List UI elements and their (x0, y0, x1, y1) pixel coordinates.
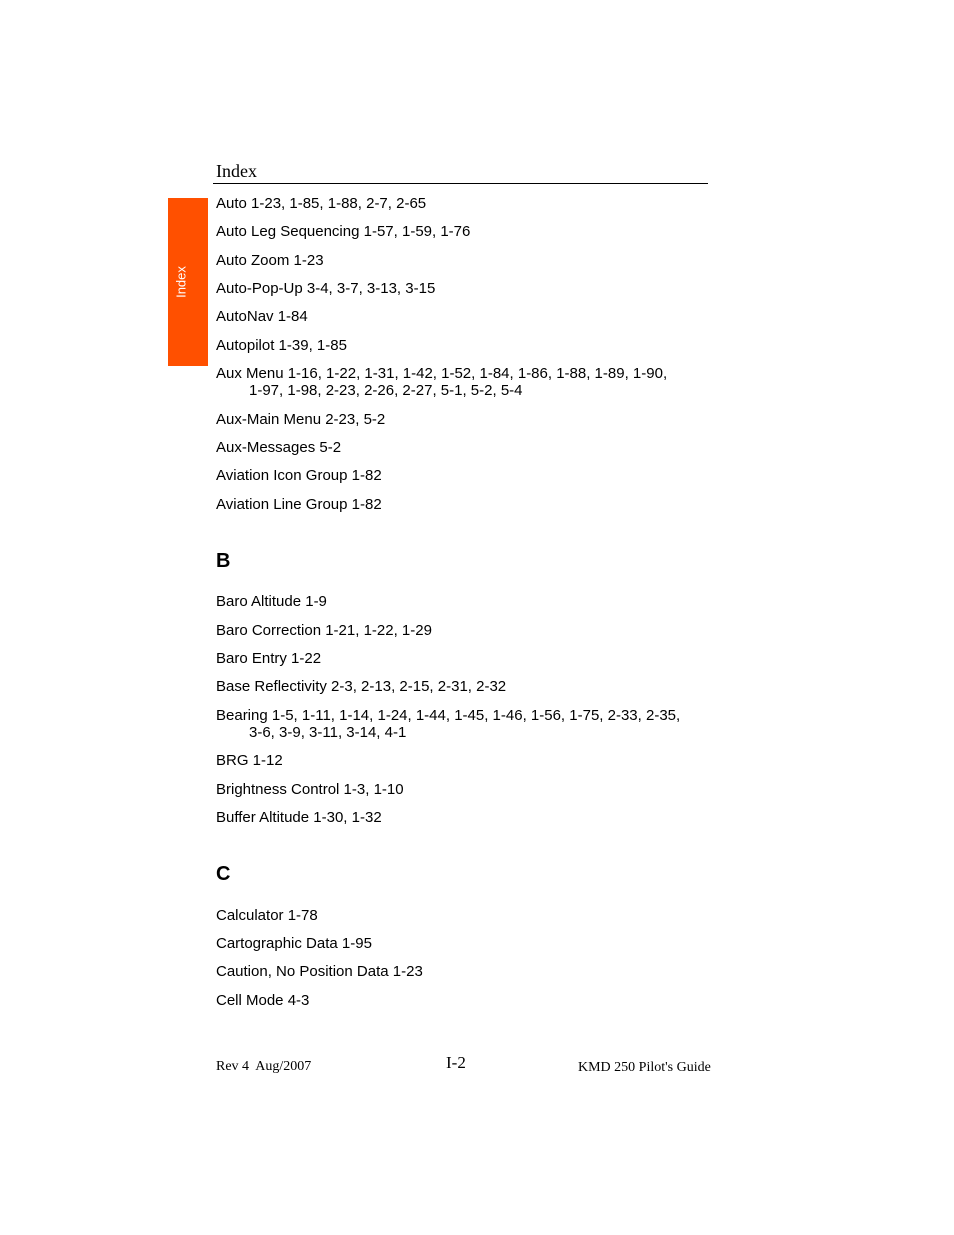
index-entry: Brightness Control 1-3, 1-10 (216, 781, 404, 798)
index-entry: Aviation Line Group 1-82 (216, 496, 382, 513)
footer-guide-title: KMD 250 Pilot's Guide (578, 1060, 711, 1075)
index-entry: Auto Leg Sequencing 1-57, 1-59, 1-76 (216, 223, 471, 240)
index-side-tab-label: Index (173, 266, 189, 298)
index-entry: Aux Menu 1-16, 1-22, 1-31, 1-42, 1-52, 1-84, 1-86, 1-88, 1-89, 1-90, (216, 365, 668, 382)
index-entry: Aux-Main Menu 2-23, 5-2 (216, 411, 386, 428)
footer-revision: Rev 4 Aug/2007 (216, 1059, 312, 1074)
index-entry: Bearing 1-5, 1-11, 1-14, 1-24, 1-44, 1-45, 1-46, 1-56, 1-75, 2-33, 2-35, (216, 707, 681, 724)
index-entry: Calculator 1-78 (216, 907, 318, 924)
page-header-title: Index (216, 161, 257, 181)
index-entry: Auto-Pop-Up 3-4, 3-7, 3-13, 3-15 (216, 280, 436, 297)
index-entry: Buffer Altitude 1-30, 1-32 (216, 809, 382, 826)
index-entry: Baro Entry 1-22 (216, 650, 322, 667)
index-entry: Caution, No Position Data 1-23 (216, 963, 423, 980)
index-entry: Auto 1-23, 1-85, 1-88, 2-7, 2-65 (216, 195, 427, 212)
index-entry: BRG 1-12 (216, 752, 283, 769)
footer-page-number: I-2 (446, 1053, 466, 1072)
section-letter-b: B (216, 550, 231, 572)
index-entry: Auto Zoom 1-23 (216, 252, 324, 269)
index-entry: Cartographic Data 1-95 (216, 935, 372, 952)
index-entry: Aviation Icon Group 1-82 (216, 467, 382, 484)
index-entry: Aux-Messages 5-2 (216, 439, 342, 456)
header-rule (213, 183, 708, 184)
section-letter-c: C (216, 863, 231, 885)
index-entry: Autopilot 1-39, 1-85 (216, 337, 347, 354)
index-entry: Base Reflectivity 2-3, 2-13, 2-15, 2-31, 2-32 (216, 678, 507, 695)
index-entry: Baro Altitude 1-9 (216, 593, 327, 610)
index-entry-continuation: 1-97, 1-98, 2-23, 2-26, 2-27, 5-1, 5-2, 5-4 (249, 382, 523, 399)
index-entry-continuation: 3-6, 3-9, 3-11, 3-14, 4-1 (249, 724, 407, 741)
index-entry: AutoNav 1-84 (216, 308, 308, 325)
index-entry: Cell Mode 4-3 (216, 992, 310, 1009)
index-entry: Baro Correction 1-21, 1-22, 1-29 (216, 622, 432, 639)
